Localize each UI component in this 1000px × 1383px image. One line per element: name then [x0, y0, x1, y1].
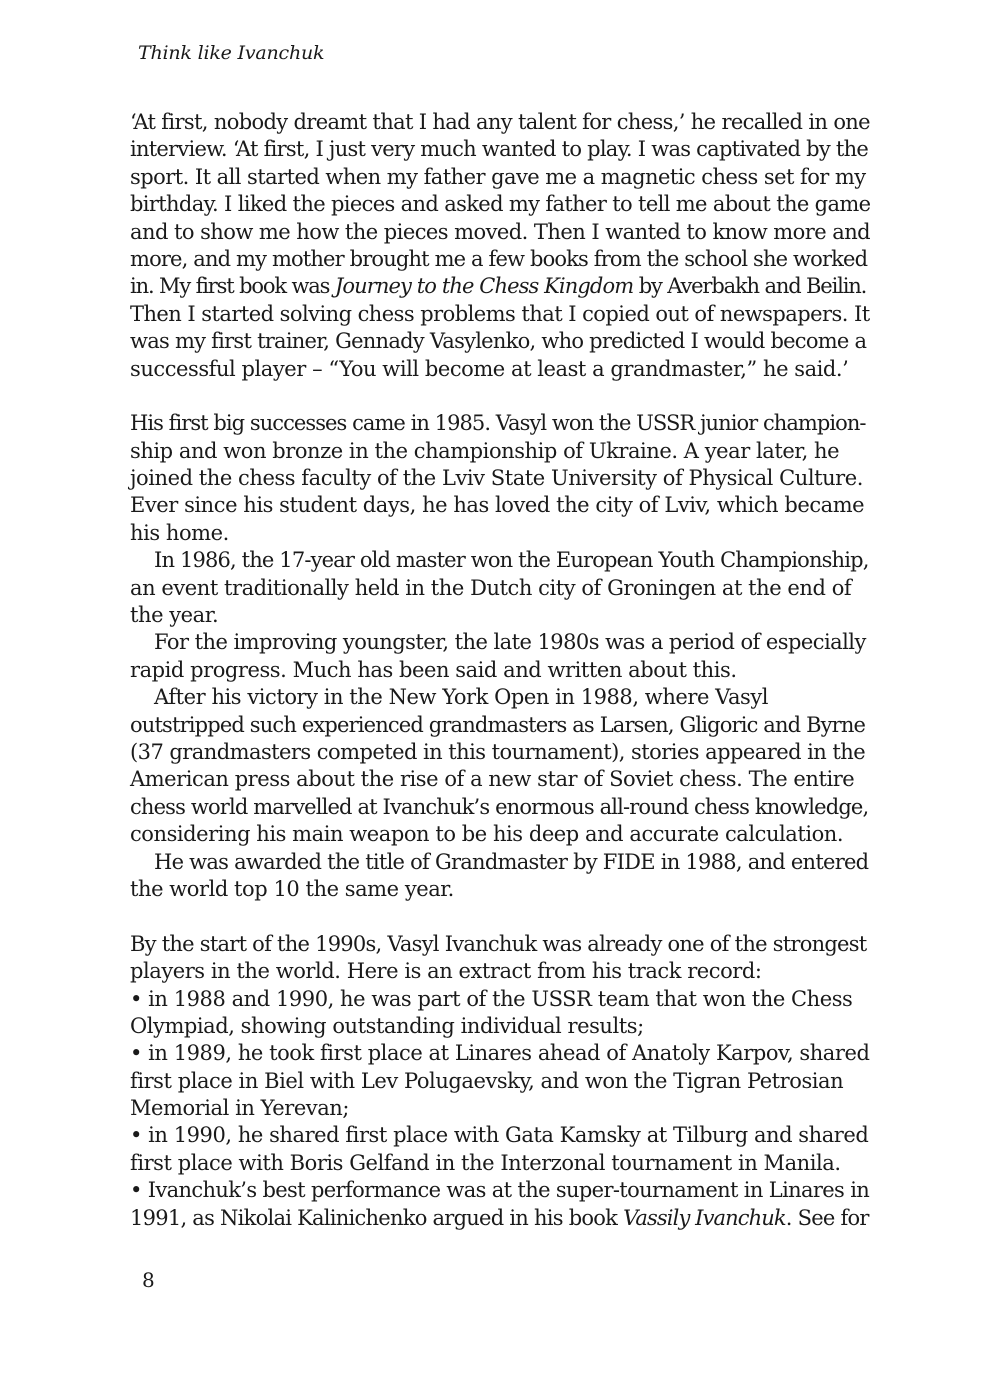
text-run: sport. It all started when my father gave me a magnetic chess set for my [130, 164, 866, 189]
text-run: was my first trainer, Gennady Vasylenko, who predicted I would become a [130, 329, 867, 354]
text-line [130, 602, 870, 629]
text-run: Ever since his student days, he has loved the city of Lviv, which became [130, 493, 865, 518]
text-run: the year. [130, 603, 219, 628]
text-line [130, 657, 870, 684]
text-run: ship and won bronze in the championship of Ukraine. A year later, he [130, 438, 840, 463]
text-line [130, 629, 870, 656]
paragraph-gap [130, 903, 870, 930]
text-run: chess world marvelled at Ivanchuk’s enormous all-round chess knowledge, [130, 794, 869, 819]
text-line [130, 1205, 870, 1232]
text-line [130, 356, 870, 383]
text-line [130, 301, 870, 328]
text-run: He was awarded the title of Grandmaster by FIDE in 1988, and entered [154, 849, 869, 874]
text-run: 1991, as Nikolai Kalinichenko argued in his book [130, 1205, 624, 1230]
text-run: more, and my mother brought me a few books from the school she worked [130, 246, 868, 271]
text-line [130, 273, 870, 300]
text-run: . See for [785, 1205, 869, 1230]
text-line [130, 328, 870, 355]
text-line [130, 986, 870, 1013]
italic-title: Vassily Ivanchuk [623, 1205, 786, 1230]
text-run: joined the chess faculty of the Lviv State University of Physical Culture. [130, 466, 863, 491]
text-line [130, 109, 870, 136]
text-line [130, 958, 870, 985]
text-line [130, 547, 870, 574]
text-line [130, 1150, 870, 1177]
text-run: and to show me how the pieces moved. Then I wanted to know more and [130, 219, 871, 244]
text-run: interview. ‘At first, I just very much wanted to play. I was captivated by the [130, 137, 869, 162]
text-line [130, 410, 870, 437]
text-run: Olympiad, showing outstanding individual results; [130, 1013, 644, 1038]
text-run: an event traditionally held in the Dutch city of Groningen at the end of [130, 575, 852, 600]
text-line [130, 1095, 870, 1122]
text-run: considering his main weapon to be his deep and accurate calculation. [130, 822, 844, 847]
text-line [130, 1068, 870, 1095]
text-line [130, 684, 870, 711]
text-run: birthday. I liked the pieces and asked my father to tell me about the game [130, 192, 871, 217]
text-run: the world top 10 the same year. [130, 876, 454, 901]
text-line [130, 766, 870, 793]
text-line [130, 876, 870, 903]
text-run: by Averbakh and Beilin. [633, 274, 867, 299]
text-line [130, 821, 870, 848]
text-line [130, 712, 870, 739]
text-line [130, 465, 870, 492]
text-run: successful player – “You will become at least a grandmaster,” he said.’ [130, 356, 849, 381]
body-text [130, 109, 870, 1232]
text-line [130, 1122, 870, 1149]
text-line [130, 246, 870, 273]
italic-title: Journey to the Chess Kingdom [334, 274, 634, 299]
text-run: players in the world. Here is an extract from his track record: [130, 959, 762, 984]
running-head: Think like Ivanchuk [138, 42, 325, 64]
text-line [130, 1040, 870, 1067]
text-line [130, 739, 870, 766]
text-line [130, 794, 870, 821]
text-run: outstripped such experienced grandmasters as Larsen, Gligoric and Byrne [130, 712, 866, 737]
text-run: His first big successes came in 1985. Vasyl won the USSR junior champion- [130, 411, 866, 436]
text-run: in. My first book was [130, 274, 335, 299]
text-run: first place with Boris Gelfand in the Interzonal tournament in Manila. [130, 1150, 841, 1175]
text-run: By the start of the 1990s, Vasyl Ivanchuk was already one of the strongest [130, 931, 867, 956]
text-line [130, 1177, 870, 1204]
text-run: his home. [130, 520, 229, 545]
text-run: In 1986, the 17-year old master won the European Youth Championship, [154, 548, 869, 573]
text-line [130, 520, 870, 547]
text-line [130, 136, 870, 163]
text-line [130, 219, 870, 246]
text-run: For the improving youngster, the late 1980s was a period of especially [154, 630, 866, 655]
text-line [130, 438, 870, 465]
text-run: • in 1989, he took first place at Linares ahead of Anatoly Karpov, shared [130, 1041, 870, 1066]
text-run: • Ivanchuk’s best performance was at the super-tournament in Linares in [130, 1178, 870, 1203]
text-run: rapid progress. Much has been said and written about this. [130, 657, 737, 682]
text-line [130, 492, 870, 519]
text-line [130, 931, 870, 958]
text-run: • in 1988 and 1990, he was part of the USSR team that won the Chess [130, 986, 853, 1011]
text-line [130, 849, 870, 876]
text-run: ‘At first, nobody dreamt that I had any talent for chess,’ he recalled in one [130, 110, 870, 134]
text-run: Memorial in Yerevan; [130, 1096, 349, 1121]
text-run: American press about the rise of a new star of Soviet chess. The entire [130, 767, 855, 792]
text-run: After his victory in the New York Open in 1988, where Vasyl [154, 685, 769, 710]
text-run: • in 1990, he shared first place with Gata Kamsky at Tilburg and shared [130, 1123, 869, 1148]
paragraph-gap [130, 383, 870, 410]
text-line [130, 1013, 870, 1040]
text-line [130, 164, 870, 191]
text-run: Then I started solving chess problems that I copied out of newspapers. It [130, 301, 870, 326]
text-line [130, 575, 870, 602]
page-number: 8 [142, 1268, 155, 1292]
text-line [130, 191, 870, 218]
text-run: (37 grandmasters competed in this tournament), stories appeared in the [130, 739, 866, 764]
text-run: first place in Biel with Lev Polugaevsky, and won the Tigran Petrosian [130, 1068, 844, 1093]
